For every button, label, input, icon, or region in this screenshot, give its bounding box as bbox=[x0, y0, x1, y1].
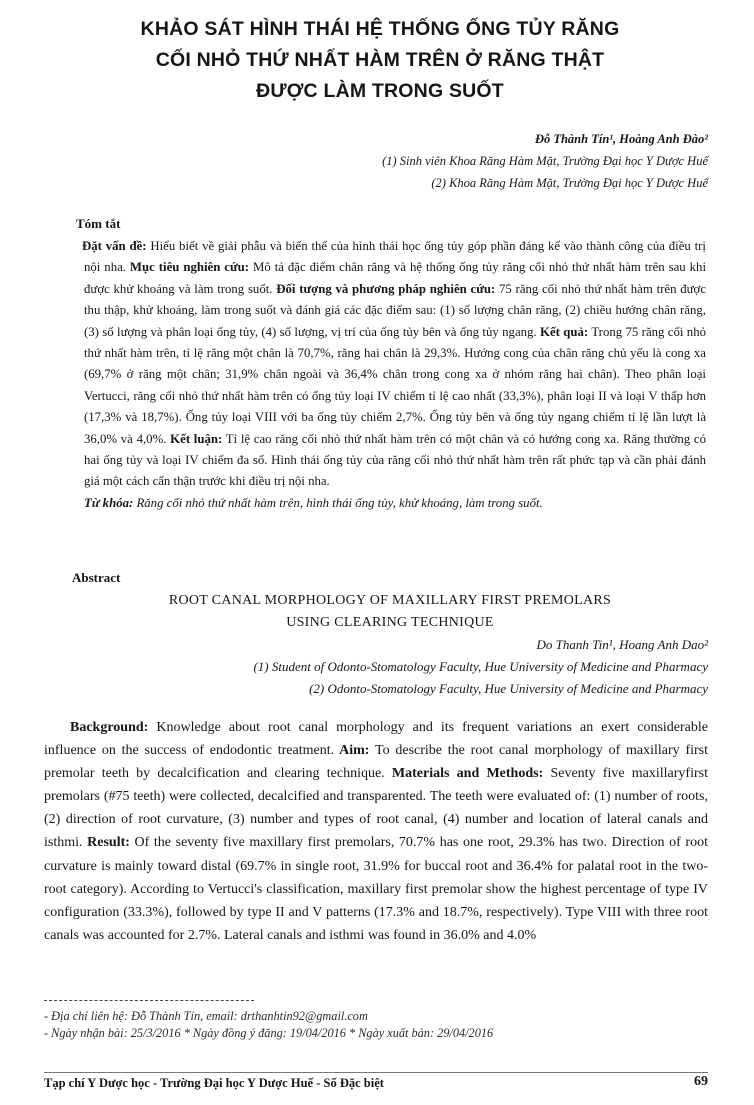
abstract-body-en bbox=[44, 716, 708, 947]
article-title-en bbox=[90, 590, 690, 634]
en-title-line-2: USING CLEARING TECHNIQUE bbox=[286, 615, 494, 630]
keywords-text-vn: Răng cối nhỏ thứ nhất hàm trên, hình thái ống tủy, khử khoáng, làm trong suốt. bbox=[133, 495, 543, 510]
footnote-contact: - Địa chỉ liên hệ: Đỗ Thành Tín, email: drthanhtin92@gmail.com bbox=[44, 1009, 368, 1023]
background-label-vn: Đặt vấn đề: bbox=[82, 239, 147, 253]
conclusion-text-vn: Tỉ lệ cao răng cối nhỏ thứ nhất hàm trên có một chân và có hướng cong xa. Răng thường có hai ống tủy và loại IV chiếm đa số. Hình thái ống tủy của răng cối nhỏ thứ nhất hàm trên rất phức tạp và cần phải đánh giá một cách cẩn thận trước khi điều trị nội nha. bbox=[84, 431, 706, 489]
keywords-label-vn: Từ khóa: bbox=[84, 495, 134, 510]
results-label-vn: Kết quả: bbox=[536, 324, 589, 339]
affiliation-1-en: (1) Student of Odonto-Stomatology Faculty, Hue University of Medicine and Pharmacy bbox=[253, 659, 708, 674]
methods-text-vn: 75 răng cối nhỏ thứ nhất hàm trên được thu thập, khử khoáng, làm trong suốt và đánh giá các đặc điểm sau: (1) số lượng chân răng, (2) chiều hướng chân răng, (3) số lượng và phân loại ống tủy, (4) số lượng, vị trí của ống tủy bên và ống tủy ngang. bbox=[84, 281, 706, 339]
results-text-en: Of the seventy five maxillary first premolars, 70.7% has one root, 29.3% has two. Direction of root curvature is mainly toward distal (69.7% in single root, 31.9% for buccal root and 36.4% for palatal root in the two-root category). According to Vertucci's classification, maxillary first premolar show the highest percentage of type IV configuration (33.3%), followed by type II and V patterns (17.3% and 18.7%, respectively). Type VIII with three root canals was accounted for 2.7%. Lateral canals and isthmi was found in 36.0% and 4.0% bbox=[44, 835, 708, 943]
title-line-1: KHẢO SÁT HÌNH THÁI HỆ THỐNG ỐNG TỦY RĂNG bbox=[140, 18, 620, 40]
footnote-dates: - Ngày nhận bài: 25/3/2016 * Ngày đồng ý đăng: 19/04/2016 * Ngày xuất bản: 29/04/2016 bbox=[44, 1026, 494, 1040]
affiliation-2-en: (2) Odonto-Stomatology Faculty, Hue University of Medicine and Pharmacy bbox=[309, 681, 708, 696]
results-text-vn: Trong 75 răng cối nhỏ thứ nhất hàm trên, tỉ lệ răng một chân là 70,7%, răng hai chân là 29,3%. Hướng cong của chân răng chủ yếu là cong xa (69,7% ở răng một chân; 31,9% chân ngoài và 36,4% chân trong cong xa ở nhóm răng hai chân). Theo phân loại Vertucci, răng cối nhỏ thứ nhất hàm trên có ống tủy loại IV chiếm tỉ lệ cao nhất (33,3%), phân loại II và loại V thấp hơn (17,3% và 18,7%). Ống tủy loại VIII với ba ống tủy chiếm 2,7%. Ống tủy bên và ống tủy ngang chiếm tỉ lệ lần lượt là 36,0% và 4,0%. bbox=[84, 324, 706, 446]
abstract-heading-en: Abstract bbox=[72, 570, 121, 585]
aim-text-en: To describe the root canal morphology of maxillary first premolar teeth by decalcification and clearing technique. bbox=[44, 743, 708, 782]
author-names-vn: Đỗ Thành Tín¹, Hoàng Anh Đào² bbox=[534, 132, 708, 146]
results-label-en: Result: bbox=[82, 835, 130, 851]
footnotes bbox=[44, 1008, 493, 1042]
affiliation-2-vn: (2) Khoa Răng Hàm Mặt, Trường Đại học Y Dược Huế bbox=[431, 176, 708, 190]
authors-block-en bbox=[253, 634, 708, 700]
aim-label-en: Aim: bbox=[334, 743, 370, 759]
methods-text-en: Seventy five maxillaryfirst premolars (#75 teeth) were collected, decalcified and transparented. The teeth were evaluated of: (1) number of roots, (2) direction of root curvature, (3) number and types of root canal, (4) number and location of lateral canals and isthmi. bbox=[44, 766, 708, 851]
article-title-vn bbox=[60, 14, 700, 107]
aim-text-vn: Mô tả đặc điểm chân răng và hệ thống ống tủy răng cối nhỏ thứ nhất hàm trên sau khi được khử khoáng và làm trong suốt. bbox=[84, 260, 706, 296]
abstract-paragraph-en bbox=[44, 716, 708, 947]
title-line-2: CỐI NHỎ THỨ NHẤT HÀM TRÊN Ở RĂNG THẬT bbox=[155, 49, 605, 71]
page-number: 69 bbox=[694, 1074, 708, 1089]
abstract-heading-vn: Tóm tắt bbox=[76, 216, 121, 231]
footer-divider bbox=[44, 1072, 708, 1073]
journal-footer: Tạp chí Y Dược học - Trường Đại học Y Dược Huế - Số Đặc biệt bbox=[44, 1076, 384, 1090]
aim-label-vn: Mục tiêu nghiên cứu: bbox=[125, 260, 250, 275]
title-line-3: ĐƯỢC LÀM TRONG SUỐT bbox=[256, 80, 504, 102]
affiliation-1-vn: (1) Sinh viên Khoa Răng Hàm Mặt, Trường Đại học Y Dược Huế bbox=[382, 154, 708, 168]
footnote-divider bbox=[44, 1000, 254, 1001]
keywords-vn bbox=[86, 493, 706, 514]
authors-block-vn bbox=[382, 128, 708, 194]
methods-label-vn: Đối tượng và phương pháp nghiên cứu: bbox=[272, 281, 496, 296]
abstract-body-vn bbox=[84, 236, 706, 514]
methods-label-en: Materials and Methods: bbox=[384, 766, 544, 782]
en-title-line-1: ROOT CANAL MORPHOLOGY OF MAXILLARY FIRST PREMOLARS bbox=[168, 593, 612, 608]
background-text-vn: Hiểu biết về giải phẫu và biến thể của hình thái học ống tủy góp phần đáng kể vào thành công của điều trị nội nha. bbox=[84, 239, 706, 275]
author-names-en: Do Thanh Tin¹, Hoang Anh Dao² bbox=[536, 637, 708, 652]
conclusion-label-vn: Kết luận: bbox=[166, 431, 223, 446]
background-text-en: Knowledge about root canal morphology and its frequent variations an exert considerable influence on the success of endodontic treatment. bbox=[44, 720, 708, 759]
background-label-en: Background: bbox=[70, 720, 149, 735]
abstract-paragraph-vn bbox=[84, 236, 706, 493]
